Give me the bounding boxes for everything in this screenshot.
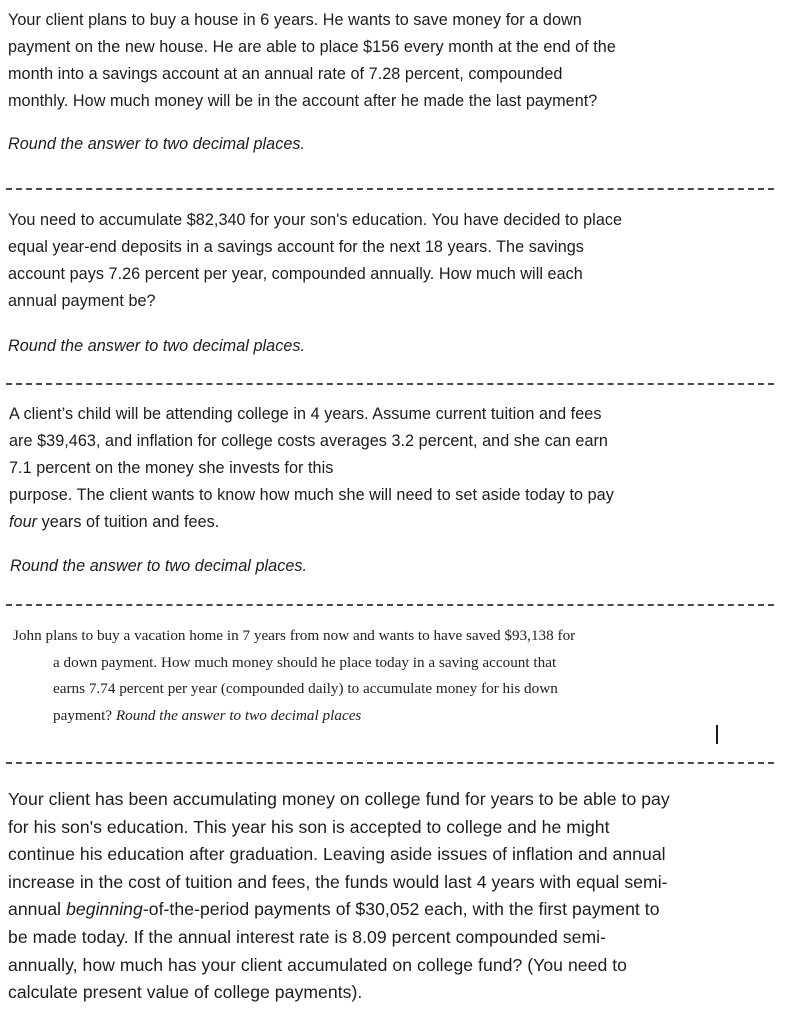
- problem-4-line-4: [13, 703, 786, 730]
- divider-2: [6, 383, 774, 385]
- problem-4-line-3: earns 7.74 percent per year (compounded daily) to accumulate money for his down: [53, 680, 558, 697]
- problem-2-line-3: account pays 7.26 percent per year, compounded annually. How much will each: [8, 265, 583, 283]
- problem-2: [0, 207, 786, 315]
- problem-1-line-2: payment on the new house. He are able to place $156 every month at the end of the: [8, 38, 616, 56]
- problem-3: [0, 401, 786, 536]
- problem-3-line-5: [9, 509, 786, 536]
- problem-3-text: [9, 401, 786, 536]
- problem-1-line-1: Your client plans to buy a house in 6 years. He wants to save money for a down: [8, 11, 582, 29]
- problem-5-line-5: [8, 896, 786, 924]
- problem-3-line-4: purpose. The client wants to know how much she will need to set aside today to pay: [9, 486, 614, 504]
- problem-5-line-5-post: -of-the-period payments of $30,052 each, with the first payment to: [142, 899, 660, 920]
- problem-2-rounding-note: Round the answer to two decimal places.: [8, 337, 306, 355]
- problem-3-italic-four: four: [9, 513, 38, 531]
- problem-5-italic-beginning: beginning: [66, 899, 143, 920]
- problem-5-line-5-pre: annual: [8, 899, 67, 920]
- problem-5-line-4: increase in the cost of tuition and fees, the funds would last 4 years with equal semi-: [8, 871, 668, 892]
- text-cursor: [716, 725, 718, 744]
- divider-3: [6, 604, 774, 606]
- problem-1-text: [8, 7, 786, 115]
- problem-3-rounding-note: Round the answer to two decimal places.: [10, 557, 308, 575]
- problem-5-line-1: Your client has been accumulating money on college fund for years to be able to pay: [8, 789, 670, 809]
- problem-3-line-5-rest: years of tuition and fees.: [37, 513, 220, 531]
- problem-1-line-4: monthly. How much money will be in the account after he made the last payment?: [8, 92, 598, 110]
- problem-1-rounding-note: Round the answer to two decimal places.: [8, 135, 306, 153]
- divider-1: [6, 188, 774, 190]
- problem-3-line-3: 7.1 percent on the money she invests for this: [9, 459, 334, 477]
- problem-5-line-6: be made today. If the annual interest rate is 8.09 percent compounded semi-: [8, 926, 607, 947]
- problem-1: [0, 7, 786, 115]
- problem-4: [0, 623, 786, 729]
- problem-1-line-3: month into a savings account at an annual rate of 7.28 percent, compounded: [8, 65, 563, 83]
- problem-5-line-7: annually, how much has your client accumulated on college fund? (You need to: [8, 954, 628, 975]
- problem-5-line-3: continue his education after graduation. Leaving aside issues of inflation and annual: [8, 844, 666, 865]
- problem-4-line-4-plain: payment?: [53, 706, 116, 724]
- problem-2-line-1: You need to accumulate $82,340 for your son's education. You have decided to place: [8, 211, 623, 229]
- problem-5-line-8: calculate present value of college payments).: [8, 982, 363, 1003]
- problem-2-text: [8, 207, 786, 315]
- problem-2-line-4: annual payment be?: [8, 292, 156, 310]
- problem-5-text: [8, 786, 786, 1007]
- problem-5-line-2: for his son's education. This year his son is accepted to college and he might: [8, 816, 610, 837]
- problem-5: [0, 786, 786, 1007]
- problem-4-rounding-note: Round the answer to two decimal places: [115, 706, 362, 724]
- problem-2-line-2: equal year-end deposits in a savings account for the next 18 years. The savings: [8, 238, 584, 256]
- problem-3-line-1: A client’s child will be attending college in 4 years. Assume current tuition and fees: [9, 405, 602, 423]
- problem-3-line-2: are $39,463, and inflation for college costs averages 3.2 percent, and she can earn: [9, 432, 608, 450]
- problem-4-line-1: John plans to buy a vacation home in 7 years from now and wants to have saved $93,138 for: [13, 627, 576, 644]
- divider-4: [6, 762, 774, 764]
- problem-4-line-2: a down payment. How much money should he place today in a saving account that: [53, 653, 557, 671]
